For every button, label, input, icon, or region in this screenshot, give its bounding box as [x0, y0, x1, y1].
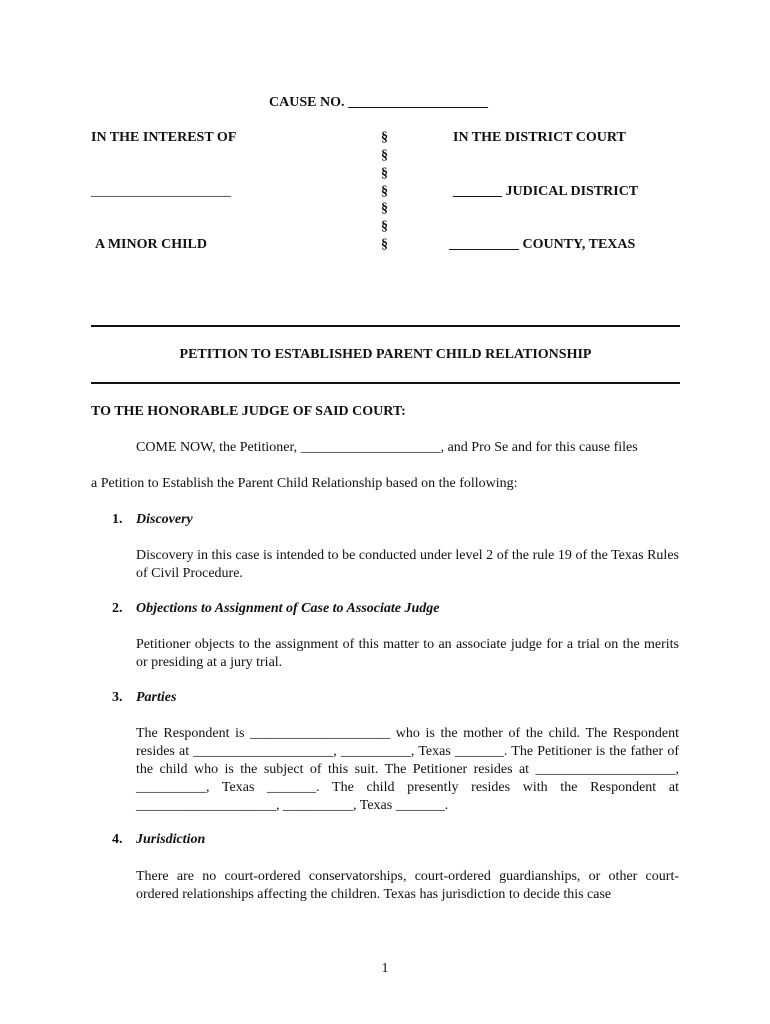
- section-heading-jurisdiction: Jurisdiction: [136, 832, 206, 847]
- section-number: 4.: [112, 832, 123, 847]
- caption-right-district: _______ JUDICAL DISTRICT: [453, 184, 639, 199]
- section-text-objections: Petitioner objects to the assignment of this matter to an associate judge for a trial on the merits or presiding at a jury trial.: [136, 637, 679, 670]
- section-mark: §: [381, 184, 388, 199]
- intro-line-2: a Petition to Establish the Parent Child Relationship based on the following:: [91, 476, 518, 491]
- section-mark: §: [381, 219, 388, 234]
- section-number: 2.: [112, 601, 123, 616]
- caption-left-interest: IN THE INTEREST OF: [91, 130, 237, 145]
- caption-left-minor-child: A MINOR CHILD: [95, 237, 208, 252]
- caption-right-court: IN THE DISTRICT COURT: [453, 130, 626, 145]
- document-title: PETITION TO ESTABLISHED PARENT CHILD RELATIONSHIP: [179, 347, 592, 362]
- page-number: 1: [381, 961, 389, 976]
- cause-number: CAUSE NO. ____________________: [269, 95, 488, 110]
- section-number: 3.: [112, 690, 123, 705]
- section-mark: §: [381, 237, 388, 252]
- section-text-discovery: Discovery in this case is intended to be conducted under level 2 of the rule 19 of the Texas Rules of Civil Procedure.: [136, 548, 679, 581]
- title-rule-top: [91, 325, 680, 327]
- title-rule-bottom: [91, 382, 680, 384]
- section-heading-parties: Parties: [136, 690, 177, 705]
- caption-left-name-blank: ____________________: [91, 184, 231, 199]
- section-mark: §: [381, 201, 388, 216]
- section-text-parties: The Respondent is ____________________ who is the mother of the child. The Respondent resides at ____________________, __________, Texas _______. The Petitioner is the father of the child who is the subject of this suit. The Petitioner resides at ____________________, __________, Texas _______. The child presently resides with the Respondent at ____________________, __________, Texas _______.: [136, 726, 679, 813]
- caption-right-county: __________ COUNTY, TEXAS: [449, 237, 636, 252]
- section-mark: §: [381, 166, 388, 181]
- salutation: TO THE HONORABLE JUDGE OF SAID COURT:: [91, 404, 406, 419]
- section-number: 1.: [112, 512, 123, 527]
- section-heading-discovery: Discovery: [136, 512, 193, 527]
- section-mark: §: [381, 130, 388, 145]
- section-mark: §: [381, 148, 388, 163]
- section-heading-objections: Objections to Assignment of Case to Associate Judge: [136, 601, 440, 616]
- section-text-jurisdiction: There are no court-ordered conservatorships, court-ordered guardianships, or other court-ordered relationships affecting the children. Texas has jurisdiction to decide this case: [136, 869, 679, 902]
- intro-line-1: COME NOW, the Petitioner, ____________________, and Pro Se and for this cause files: [136, 440, 638, 455]
